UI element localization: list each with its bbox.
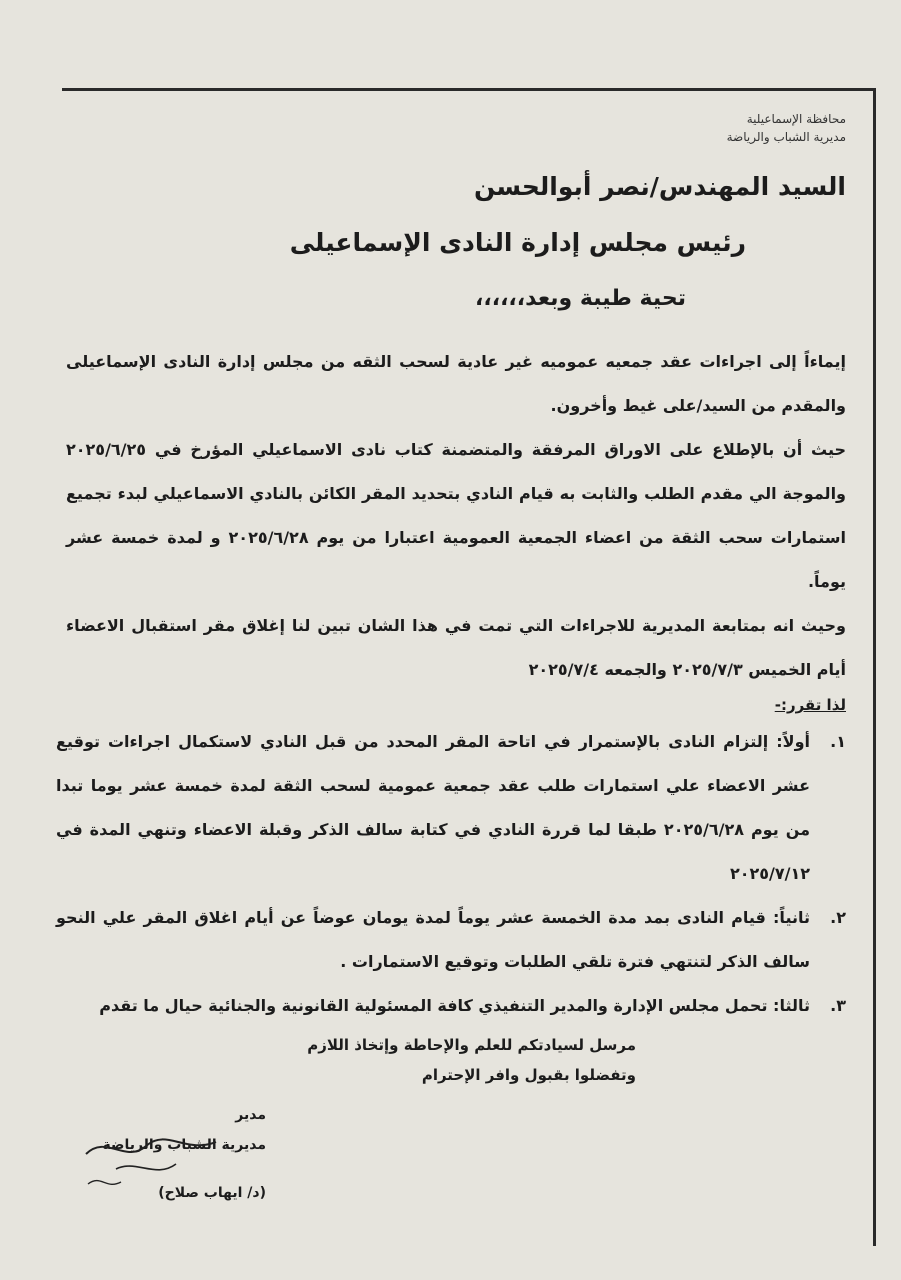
directorate-name: مديرية الشباب والرياضة — [726, 130, 846, 144]
paragraph: حيث أن بالإطلاع على الاوراق المرفقة والمتضمنة كتاب نادى الاسماعيلي المؤرخ في ٢٠٢٥/٦/٢٥ والموجة الي مقدم الطلب والثابت به قيام النادي بتحديد المقر الكائن بالنادي الاسماعيلي لبدء تجميع استمارات سحب الثقة من اعضاء الجمعية العمومية اعتبارا من يوم ٢٠٢٥/٦/٢٨ و لمدة خمسة عشر يوماً. — [66, 440, 847, 591]
list-item — [56, 720, 846, 896]
addressee: السيد المهندس/نصر أبوالحسن — [473, 172, 846, 201]
item-text: ثانياً: قيام النادى بمد مدة الخمسة عشر يوماً لمدة يومان عوضاً عن أيام اغلاق المقر علي النحو سالف الذكر لتنتهي فترة تلقي الطلبات وتوقيع الاستمارات . — [56, 908, 810, 971]
list-item — [56, 984, 846, 1028]
signer-directorate: مديرية الشباب والرياضة — [102, 1137, 266, 1153]
closing-line: مرسل لسيادتكم للعلم والإحاطة وإتخاذ اللازم — [307, 1036, 636, 1054]
paragraph: إيماءاً إلى اجراءات عقد جمعيه عموميه غير عادية لسحب الثقه من مجلس إدارة النادى الإسماعيلى والمقدم من السيد/على غيط وأخرون. — [66, 352, 846, 415]
paragraph: وحيث انه بمتابعة المديرية للاجراءات التي تمت في هذا الشان تبين لنا إغلاق مقر استقبال الاعضاء أيام الخميس ٢٠٢٥/٧/٣ والجمعه ٢٠٢٥/٧/٤ — [66, 616, 846, 679]
letterhead — [727, 110, 846, 146]
closing-line: وتفضلوا بقبول وافر الإحترام — [421, 1066, 636, 1084]
item-number: ٣. — [830, 996, 846, 1015]
recipient-title: رئيس مجلس إدارة النادى الإسماعيلى — [289, 228, 746, 257]
decision-list — [56, 720, 846, 1028]
item-text: أولاً: إلتزام النادى بالإستمرار في اتاحة المقر المحدد من قبل النادي لاستكمال اجراءات توقيع عشر الاعضاء علي استمارات طلب عقد جمعية عمومية لسحب الثقة لمدة خمسة عشر يوما تبدا من يوم ٢٠٢٥/٦/٢٨ طبقا لما قررة النادي في كتابة سالف الذكر وقبلة الاعضاء وتنهي المدة في ٢٠٢٥/٧/١٢ — [56, 732, 811, 883]
governorate-name: محافظة الإسماعيلية — [746, 112, 846, 126]
signer-name: (د/ ايهاب صلاح) — [158, 1185, 266, 1201]
decision-title: لذا تقرر:- — [774, 696, 846, 714]
greeting: تحية طيبة وبعد،،،،،، — [475, 286, 686, 311]
item-number: ١. — [830, 732, 846, 751]
closing — [307, 1030, 636, 1090]
item-text: ثالثا: تحمل مجلس الإدارة والمدير التنفيذي كافة المسئولية القانونية والجنائية حيال ما تقدم — [99, 996, 810, 1015]
signer-title: مدير — [235, 1107, 266, 1123]
handwritten-signature — [76, 1124, 226, 1194]
item-number: ٢. — [830, 908, 846, 927]
list-item — [56, 896, 846, 984]
letter — [56, 100, 847, 1220]
letter-body — [66, 340, 846, 692]
